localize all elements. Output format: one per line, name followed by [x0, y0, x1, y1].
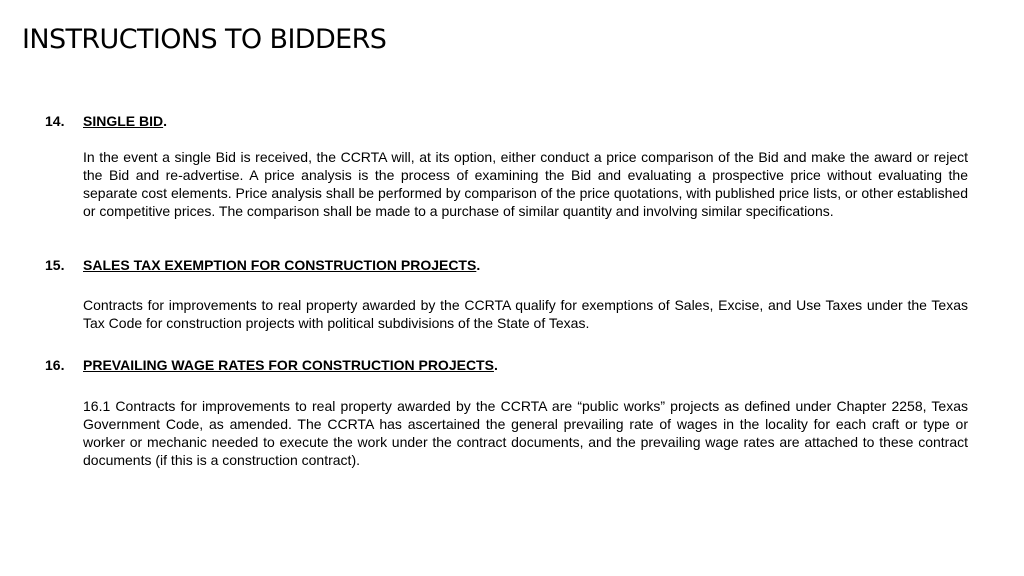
section-heading-text: PREVAILING WAGE RATES FOR CONSTRUCTION PROJECTS	[83, 357, 494, 373]
section-heading-period: .	[476, 257, 481, 273]
section-heading-period: .	[163, 113, 168, 129]
section-number: 16.	[45, 357, 65, 373]
section-heading-text: SALES TAX EXEMPTION FOR CONSTRUCTION PROJECTS	[83, 257, 477, 273]
section-body: Contracts for improvements to real property awarded by the CCRTA qualify for exemptions of Sales, Excise, and Use Taxes under the Texas Tax Code for construction projects with political subdivisions of the State of Texas.	[83, 297, 968, 331]
section-heading-text: SINGLE BID	[83, 113, 164, 129]
section-number: 15.	[45, 257, 65, 273]
section-heading-period: .	[493, 357, 498, 373]
page-title: INSTRUCTIONS TO BIDDERS	[22, 24, 387, 55]
section-heading	[83, 112, 167, 130]
section-body: In the event a single Bid is received, the CCRTA will, at its option, either conduct a price comparison of the Bid and make the award or reject the Bid and re-advertise. A price analysis is the process of examining the Bid and evaluating a prospective price without evaluating the separate cost elements. Price analysis shall be performed by comparison of the price quotations, with published price lists, or other established or competitive prices. The comparison shall be made to a purchase of similar quantity and involving similar specifications.	[83, 149, 968, 219]
section-number: 14.	[45, 113, 65, 129]
section-body: 16.1 Contracts for improvements to real property awarded by the CCRTA are “public works” projects as defined under Chapter 2258, Texas Government Code, as amended. The CCRTA has ascertained the general prevailing rate of wages in the locality for each craft or type or worker or mechanic needed to execute the work under the contract documents, and the prevailing wage rates are attached to these contract documents (if this is a construction contract).	[83, 398, 968, 468]
section-heading	[83, 356, 498, 374]
section-heading	[83, 256, 480, 274]
